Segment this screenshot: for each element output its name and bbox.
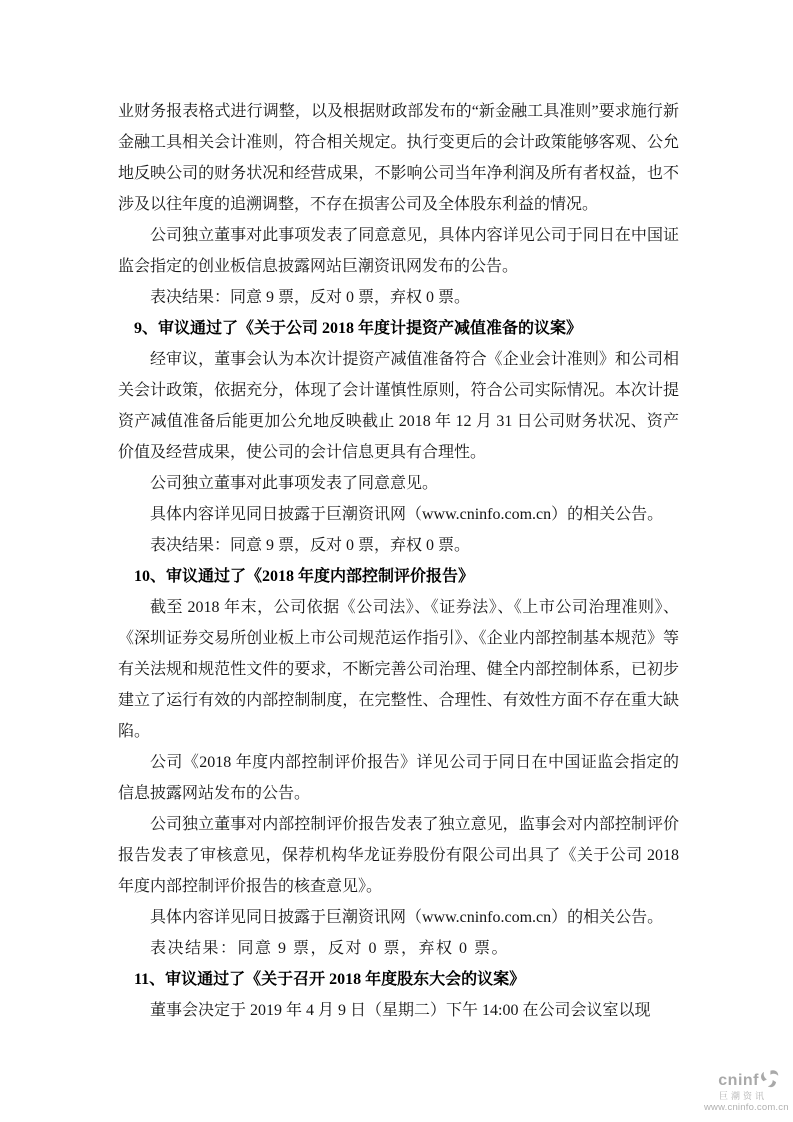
- paragraph-disclosure-cninfo-2: 具体内容详见同日披露于巨潮资讯网（www.cninfo.com.cn）的相关公告。: [150, 909, 664, 926]
- cninfo-swirl-icon: [760, 1068, 780, 1093]
- heading-item-11: 11、审议通过了《关于召开 2018 年度股东大会的议案》: [134, 971, 526, 988]
- cninfo-watermark: [704, 1068, 789, 1114]
- page-text-block: [118, 96, 679, 1026]
- cninfo-logo-url: www.cninfo.com.cn: [704, 1102, 789, 1113]
- paragraph-internal-control-opinions: 公司独立董事对内部控制评价报告发表了独立意见，监事会对内部控制评价报告发表了审核意见，保荐机构华龙证券股份有限公司出具了《关于公司 2018 年度内部控制评价报告的核查意见》。: [118, 816, 679, 895]
- paragraph-internal-control-basis: 截至 2018 年末，公司依据《公司法》、《证券法》、《上市公司治理准则》、《深圳证券交易所创业板上市公司规范运作指引》、《企业内部控制基本规范》等有关法规和规范性文件的要求，不断完善公司治理、健全内部控制体系，已初步建立了运行有效的内部控制制度，在完整性、合理性、有效性方面不存在重大缺陷。: [118, 599, 679, 740]
- paragraph-accounting-policy-continued: 业财务报表格式进行调整，以及根据财政部发布的“新金融工具准则”要求施行新金融工具相关会计准则，符合相关规定。执行变更后的会计政策能够客观、公允地反映公司的财务状况和经营成果，不影响公司当年净利润及所有者权益，也不涉及以往年度的追溯调整，不存在损害公司及全体股东利益的情况。: [118, 103, 679, 213]
- heading-item-9: 9、审议通过了《关于公司 2018 年度计提资产减值准备的议案》: [134, 320, 583, 337]
- heading-item-10: 10、审议通过了《2018 年度内部控制评价报告》: [134, 568, 475, 585]
- paragraph-independent-directors-opinion: 公司独立董事对此事项发表了同意意见，具体内容详见公司于同日在中国证监会指定的创业板信息披露网站巨潮资讯网发布的公告。: [118, 227, 679, 275]
- cninfo-logo-row: [704, 1068, 782, 1093]
- cninfo-logo-text: cninf: [718, 1071, 759, 1089]
- paragraph-impairment-provision: 经审议，董事会认为本次计提资产减值准备符合《企业会计准则》和公司相关会计政策，依据充分，体现了会计谨慎性原则，符合公司实际情况。本次计提资产减值准备后能更加公允地反映截止 2018 年 12 月 31 日公司财务状况、资产价值及经营成果，使公司的会计信息更具有合理性。: [118, 351, 679, 461]
- vote-result-item-10: 表决结果：同意 9 票，反对 0 票，弃权 0 票。: [150, 940, 510, 957]
- vote-result-item-8: 表决结果：同意 9 票，反对 0 票，弃权 0 票。: [150, 289, 471, 306]
- paragraph-disclosure-cninfo-1: 具体内容详见同日披露于巨潮资讯网（www.cninfo.com.cn）的相关公告。: [150, 506, 664, 523]
- paragraph-internal-control-report-disclosure: 公司《2018 年度内部控制评价报告》详见公司于同日在中国证监会指定的信息披露网站发布的公告。: [118, 754, 679, 802]
- cninfo-logo-subtitle: 巨潮资讯: [718, 1091, 767, 1101]
- vote-result-item-9: 表决结果：同意 9 票，反对 0 票，弃权 0 票。: [150, 537, 471, 554]
- paragraph-shareholders-meeting-date: 董事会决定于 2019 年 4 月 9 日（星期二）下午 14:00 在公司会议室以现: [150, 1002, 651, 1019]
- paragraph-independent-directors-agree: 公司独立董事对此事项发表了同意意见。: [150, 475, 439, 492]
